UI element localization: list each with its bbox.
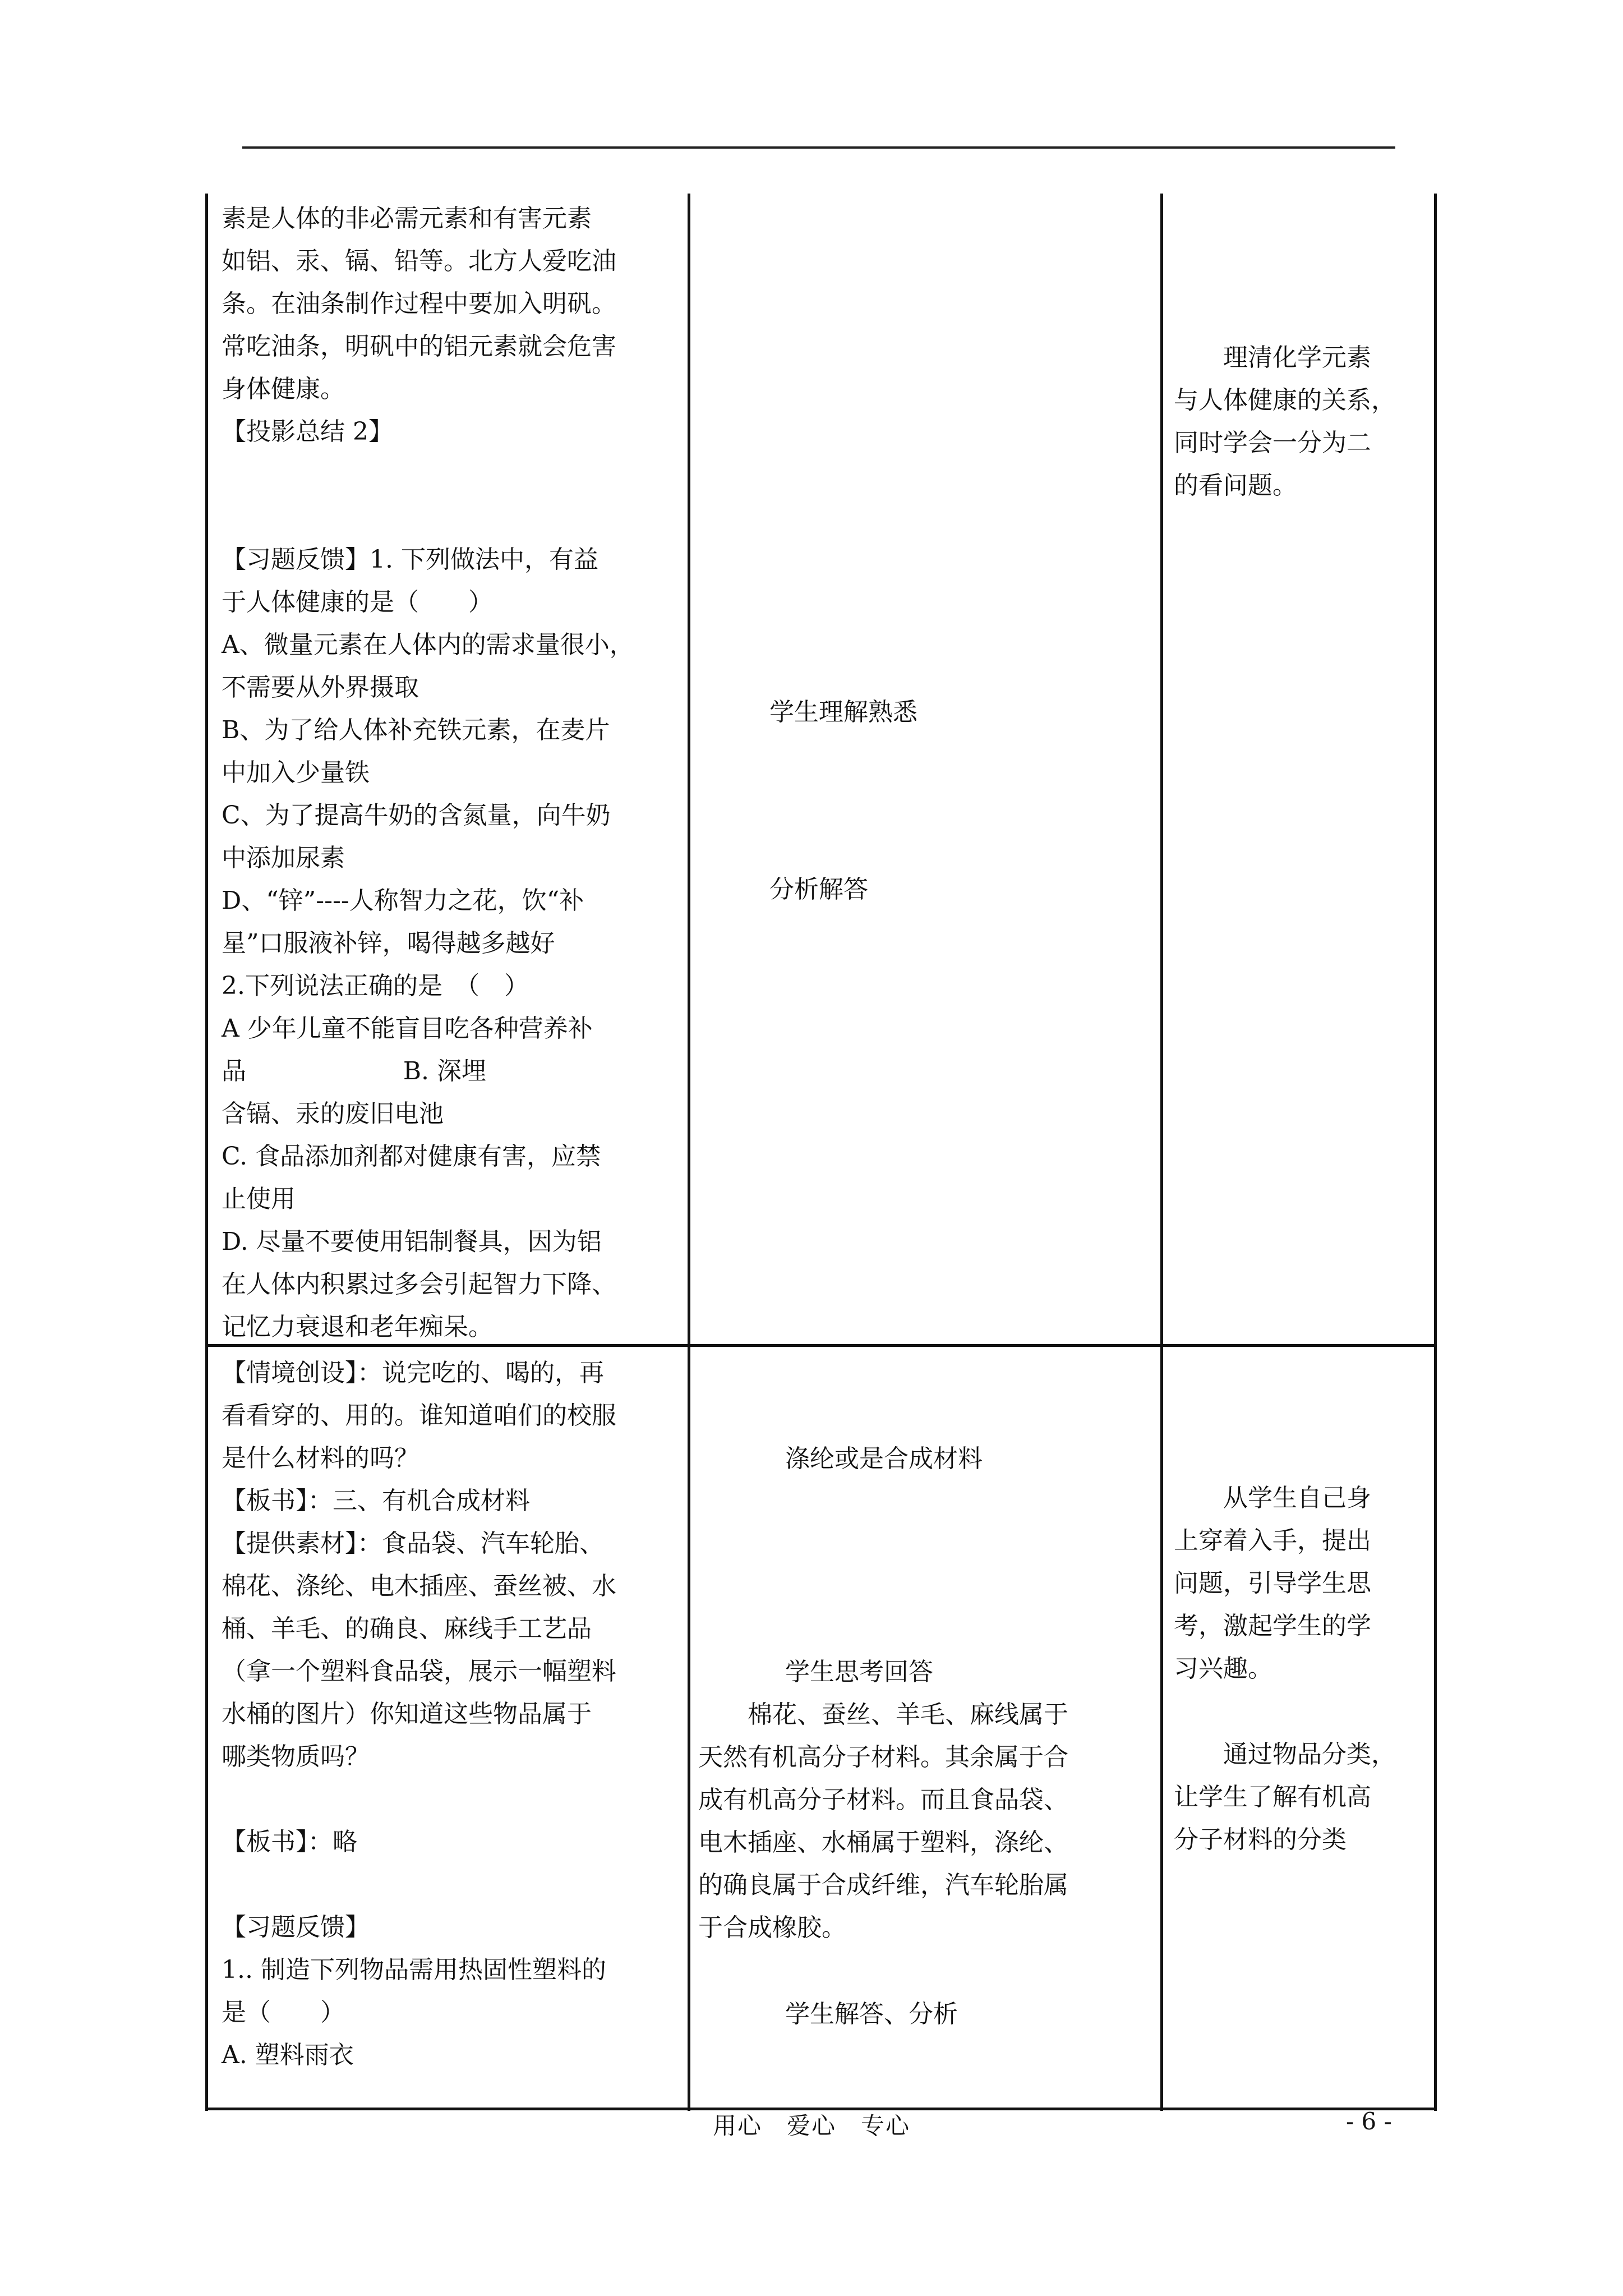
student-activity: 学生解答、分析	[785, 2000, 958, 2028]
design-intent-line: 分子材料的分类	[1174, 1825, 1347, 1854]
design-intent-line: 习兴趣。	[1174, 1654, 1272, 1683]
table-left-border	[205, 194, 208, 2111]
blank-line	[222, 496, 681, 539]
row1-col1-line: 2.下列说法正确的是 （ ）	[222, 972, 529, 1000]
row1-col1-line: 素是人体的非必需元素和有害元素	[222, 204, 592, 233]
row2-col1-line: 水桶的图片）你知道这些物品属于	[222, 1700, 592, 1728]
design-intent-line: 上穿着入手，提出	[1174, 1526, 1371, 1555]
row2-col1-line: A. 塑料雨衣	[222, 2041, 354, 2069]
design-intent-line: 考，激起学生的学	[1174, 1612, 1371, 1640]
row1-col1-line: 星”口服液补锌，喝得越多越好	[222, 929, 555, 958]
student-activity-line: 天然有机高分子材料。其余属于合	[698, 1743, 1068, 1772]
row1-col1-line: D. 尽量不要使用铝制餐具，因为铝	[222, 1227, 602, 1256]
design-intent-line: 从学生自己身	[1174, 1484, 1371, 1512]
row1-col2-b	[769, 868, 868, 911]
row1-col1-line: 中加入少量铁	[222, 758, 370, 787]
page-number: - 6 -	[1346, 2108, 1392, 2135]
row1-col1-line: 止使用	[222, 1185, 296, 1213]
table-right-border	[1434, 194, 1437, 2111]
row1-col1-line: 记忆力衰退和老年痴呆。	[222, 1313, 493, 1341]
student-activity-line: 棉花、蚕丝、羊毛、麻线属于	[698, 1700, 1068, 1729]
row1-col1-line: 身体健康。	[222, 375, 345, 403]
row2-col1-line: 【板书】：略	[222, 1828, 357, 1856]
blank-line	[222, 1864, 681, 1906]
row1-col1-line: 如铝、汞、镉、铅等。北方人爱吃油	[222, 247, 616, 275]
row1-col1-line: 于人体健康的是（ ）	[222, 588, 493, 616]
blank-line	[222, 1778, 681, 1821]
row2-col1-line: 看看穿的、用的。谁知道咱们的校服	[222, 1401, 616, 1430]
design-intent-line: 让学生了解有机高	[1174, 1783, 1371, 1811]
row2-col1-line: 【提供素材】：食品袋、汽车轮胎、	[222, 1529, 604, 1558]
row2-col2-d	[785, 1993, 958, 2036]
row2-col1-line: （拿一个塑料食品袋，展示一幅塑料	[222, 1657, 616, 1686]
student-activity-line: 的确良属于合成纤维，汽车轮胎属	[698, 1871, 1068, 1899]
row1-col1-line: 常吃油条，明矾中的铝元素就会危害	[222, 332, 616, 361]
student-activity-line: 成有机高分子材料。而且食品袋、	[698, 1786, 1068, 1814]
row2-col1-line: 1.. 制造下列物品需用热固性塑料的	[222, 1955, 606, 1984]
student-activity: 分析解答	[769, 875, 868, 904]
row1-col1-line: A、微量元素在人体内的需求量很小，	[222, 631, 634, 659]
design-intent-line: 通过物品分类，	[1174, 1740, 1396, 1769]
row2-col3-a	[1174, 1477, 1426, 1690]
row1-col1-line: 在人体内积累过多会引起智力下降、	[222, 1270, 616, 1299]
blank-line	[222, 453, 681, 496]
row1-col2-a	[769, 691, 917, 734]
row1-col1-line: 中添加尿素	[222, 844, 345, 872]
row2-col1-line: 【情境创设】：说完吃的、喝的，再	[222, 1359, 604, 1387]
student-activity: 学生思考回答	[785, 1658, 933, 1686]
student-activity-line: 于合成橡胶。	[698, 1913, 846, 1942]
row2-col2-c	[698, 1694, 1158, 1949]
design-intent-line: 的看问题。	[1174, 471, 1297, 500]
row2-col3-b	[1174, 1733, 1426, 1861]
row1-col1-line: C、为了提高牛奶的含氮量，向牛奶	[222, 801, 611, 830]
row1-col1-line: C. 食品添加剂都对健康有害，应禁	[222, 1142, 601, 1171]
design-intent-line: 同时学会一分为二	[1174, 429, 1371, 457]
table-divider-2	[1160, 194, 1163, 2111]
row1-col1-line: B、为了给人体补充铁元素，在麦片	[222, 716, 610, 744]
row1-col1-line: A 少年儿童不能盲目吃各种营养补	[222, 1014, 593, 1043]
design-intent-line: 理清化学元素	[1174, 343, 1371, 372]
header-rule	[242, 146, 1395, 149]
student-activity: 学生理解熟悉	[769, 698, 917, 726]
row1-col1-line: 不需要从外界摄取	[222, 673, 419, 702]
row2-col1-line: 桶、羊毛、的确良、麻线手工艺品	[222, 1614, 592, 1643]
row2-col1-line: 【习题反馈】	[222, 1913, 370, 1941]
row1-col1-line: 含镉、汞的废旧电池	[222, 1099, 444, 1128]
footer-motto: 用心 爱心 专心	[712, 2112, 910, 2139]
design-intent-line: 问题，引导学生思	[1174, 1569, 1371, 1598]
table-divider-1	[688, 194, 690, 2111]
row1-col1-line: 条。在油条制作过程中要加入明矾。	[222, 289, 616, 318]
row2-col2-a	[785, 1438, 983, 1480]
row1-col1-line: 【投影总结 2】	[222, 417, 393, 446]
row1-col1-line: 【习题反馈】1. 下列做法中，有益	[222, 545, 598, 574]
row2-col1-line: 【板书】：三、有机合成材料	[222, 1487, 530, 1515]
row1-col1-line: 品 B. 深埋	[222, 1057, 487, 1085]
row2-col1-line: 是什么材料的吗？	[222, 1444, 419, 1473]
row1-col1	[222, 197, 681, 1349]
student-activity: 涤纶或是合成材料	[785, 1444, 983, 1473]
student-activity-line: 电木插座、水桶属于塑料，涤纶、	[698, 1828, 1068, 1857]
row1-col3	[1174, 337, 1426, 507]
row2-col2-b	[785, 1651, 933, 1694]
row2-col1-line: 哪类物质吗？	[222, 1742, 370, 1771]
row2-col1-line: 棉花、涤纶、电木插座、蚕丝被、水	[222, 1572, 616, 1600]
row2-col1-line: 是（ ）	[222, 1998, 345, 2027]
row1-col1-line: D、“锌”----人称智力之花，饮“补	[222, 886, 584, 915]
design-intent-line: 与人体健康的关系，	[1174, 386, 1396, 415]
row2-col1	[222, 1352, 681, 2077]
